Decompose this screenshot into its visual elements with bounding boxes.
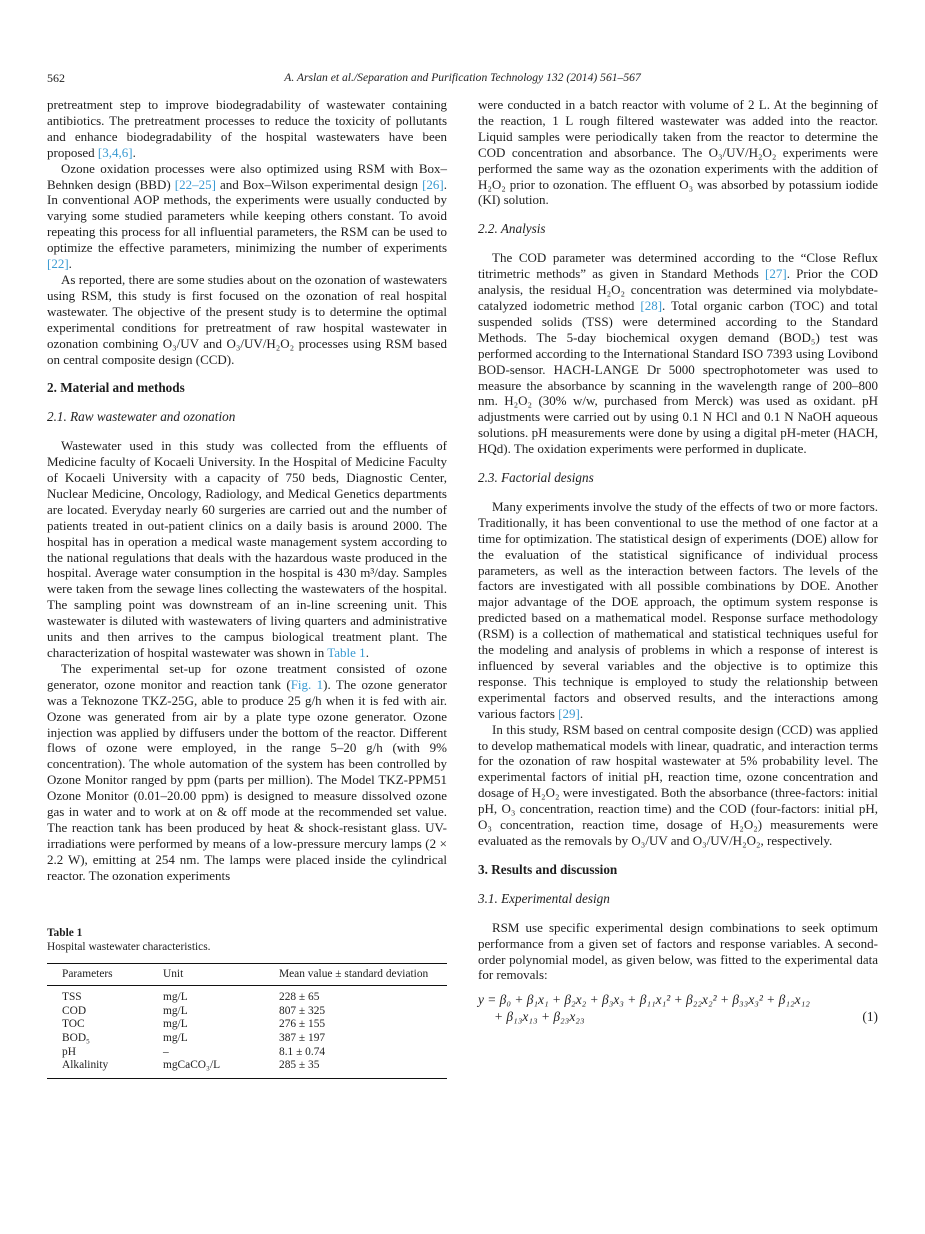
- text-run: ). The ozone generator was a Teknozone TKZ-25G, able to produce 25 g/h when it is fed with air. Ozone was generated from air by a plate type ozone generator. Ozone injection was applied by diffusers under the bottom of the reactor. Different flows of ozone were employed, in the range 5–20 g/h (with 9% concentration). The whole automation of the system has been controlled by Ozone Monitor ranged by ppm (parts per million). The Model TKZ-PPM51 Ozone Monitor (0.01–20.00 ppm) is designed to measure dissolved ozone gas in water and to work at on & off mode at the recommended set value. The reaction tank has been produced by heat & shock-resistant glass. UV-irradiations were performed by means of a low-pressure mercury lamps (2 × 2.2 W), emitting at 254 nm. The lamps were placed inside the cylindrical reactor. The ozonation experiments: [47, 676, 448, 883]
- text-run: RSM use specific experimental design combinations to seek optimum performance from a given set of factors and response variables. A second-order polynomial model, as given below, was fitted to the experimental data for removals:: [478, 919, 878, 983]
- table-row: [47, 1018, 447, 1032]
- section-heading: 2. Material and methods: [47, 380, 185, 396]
- text-run: were conducted in a batch reactor with volume of 2 L. At the beginning of the reaction, 1 L rough filtered wastewater was added into the reactor. Liquid samples were periodically taken from the reactor to determine the COD concentration and absorbance. The O₃/UV/H₂O₂ experiments were performed the same way as the ozonation experiments with the addition of H₂O₂ prior to ozonation. The effluent O₃ was absorbed by potassium iodide (KI) solution.: [478, 97, 878, 208]
- subsection-heading: 2.1. Raw wastewater and ozonation: [47, 409, 236, 425]
- citation-link[interactable]: Table 1: [327, 645, 366, 660]
- left-column: [47, 97, 447, 1079]
- table-cell: 8.1 ± 0.74: [279, 1045, 326, 1058]
- table-1: [47, 926, 447, 1079]
- table-cell: mg/L: [163, 1018, 188, 1031]
- text-run: . Total organic carbon (TOC) and total suspended solids (TSS) were determined according to the Standard Methods. The 5-day biochemical oxygen demand (BOD₅) test was performed according to the International Standard ISO 7393 using Lovibond BOD-sensor. HACH-LANGE Dr 5000 spectrophotometer was used to measure the absorbance by scanning in the wavelength range of 200–800 nm. H₂O₂ (30% w/w, purchased from Merck) was used as oxidant. pH adjustments were carried out by using 0.1 N HCl and 0.1 N NaOH aqueous solutions. pH measurements were done by using a digital pH-meter (HACH, HQd). The oxidation experiments were performed in duplicate.: [478, 297, 878, 457]
- paragraph: [47, 661, 447, 884]
- page-header: [47, 71, 878, 87]
- characteristics-table: [47, 963, 447, 1079]
- text-run: In this study, RSM based on central composite design (CCD) was applied to develop mathematical models with linear, quadratic, and interaction terms for the ozonation of raw hospital wastewater at 5% probability level. The experimental factors of initial pH, reaction time, ozone concentration and dosage of H₂O₂ were investigated. Both the absorbance (three-factors: initial pH, O₃ concentration, reaction time) and the COD (four-factors: initial pH, O₃ concentration, reaction time, dosage of H₂O₂) measurements were evaluated as the removals by O₃/UV and O₃/UV/H₂O₂, respectively.: [478, 721, 878, 848]
- text-run: As reported, there are some studies about on the ozonation of wastewaters using RSM, this study is first focused on the ozonation of real hospital wastewater. The objective of the present study is to determine the optimal experimental conditions for pretreatment of raw hospital wastewater in ozonation combining O₃/UV and O₃/UV/H₂O₂ processes using RSM based on central composite design (CCD).: [47, 271, 447, 367]
- text-run: Many experiments involve the study of the effects of two or more factors. Traditionally, it has been conventional to use the method of one factor at a time for optimization. The statistical design of experiments (DOE) allow for the evaluation of the statistical significance of individual process parameters, as well as the interaction between factors. The levels of the factors are investigated with all possible combinations by DOE. Another major advantage of the DOE approach, the optimum system response is predicted based on a mathematical model. Response surface methodology (RSM) is a collection of mathematical and statistical techniques useful for the modeling and analysis of problems in which a response of interest is influenced by several variables and the objective is to optimize this response. This technique is employed to study the relationship between experimental factors and observed results, and the interactions among various factors: [478, 498, 878, 721]
- citation-link[interactable]: [28]: [640, 297, 663, 313]
- table-cell: mg/L: [163, 1004, 188, 1017]
- text-run: . In conventional AOP methods, the experiments were usually conducted by varying some studied parameters while keeping others constant. To avoid repeating this process for all influential parameters, the RSM can be used to optimize the effective parameters, minimizing the number of experiments: [47, 176, 447, 256]
- text-run: .: [365, 645, 369, 660]
- citation-link[interactable]: [3,4,6]: [97, 144, 133, 160]
- table-row: [47, 1005, 447, 1019]
- column-header: Mean value ± standard deviation: [279, 967, 429, 980]
- table-label: Table 1: [47, 926, 83, 939]
- text-run: and Box–Wilson experimental design: [215, 176, 423, 192]
- subsection-heading: 2.2. Analysis: [478, 221, 546, 237]
- table-cell: pH: [62, 1045, 76, 1058]
- equation-line: y = β₀ + β₁x₁ + β₂x₂ + β₃x₃ + β₁₁x₁² + β₂₂x₂² + β₃₃x₃² + β₁₂x₁₂: [478, 992, 810, 1008]
- table-cell: 807 ± 325: [279, 1004, 326, 1017]
- table-cell: 387 ± 197: [279, 1031, 326, 1044]
- table-cell: BOD₅: [62, 1031, 91, 1044]
- section-heading: 3. Results and discussion: [478, 861, 618, 877]
- subsection-heading: 3.1. Experimental design: [478, 890, 610, 906]
- right-column: [478, 97, 878, 1079]
- paragraph: [47, 438, 447, 661]
- text-run: .: [68, 256, 72, 272]
- table-caption: Hospital wastewater characteristics.: [47, 940, 211, 953]
- page-number: 562: [47, 71, 65, 85]
- table-row: [47, 1046, 447, 1060]
- citation-link[interactable]: [22–25]: [174, 176, 216, 192]
- table-cell: Alkalinity: [62, 1059, 109, 1072]
- table-cell: 285 ± 35: [279, 1059, 320, 1072]
- text-run: pretreatment step to improve biodegradability of wastewater containing antibiotics. The pretreatment processes to reduce the toxicity of pollutants and enhance biodegradability of the hospital wastewaters have been proposed: [47, 97, 447, 160]
- text-run: Ozone oxidation processes were also optimized using RSM with Box–Behnken design (BBD): [47, 160, 447, 192]
- equation-1: [478, 991, 878, 1025]
- table-cell: mg/L: [163, 1031, 188, 1044]
- text-run: The experimental set-up for ozone treatment consisted of ozone generator, ozone monitor and reaction tank (: [47, 660, 447, 692]
- citation-link[interactable]: [26]: [422, 176, 444, 192]
- citation-link[interactable]: Fig. 1: [290, 676, 324, 692]
- table-cell: mgCaCO₃/L: [163, 1059, 221, 1072]
- text-run: .: [132, 144, 136, 160]
- text-run: . Prior the COD analysis, the residual H₂O₂ concentration was determined via molybdate-catalyzed iodometric method: [478, 266, 878, 313]
- citation-link[interactable]: [22]: [47, 256, 69, 272]
- table-cell: TOC: [62, 1018, 85, 1031]
- paragraph: [478, 920, 878, 984]
- column-header: Unit: [163, 967, 184, 980]
- paragraph: [478, 499, 878, 722]
- subsection-heading: 2.3. Factorial designs: [478, 470, 594, 486]
- table-cell: COD: [62, 1004, 87, 1017]
- table-row: [47, 986, 447, 1005]
- paragraph: [47, 161, 447, 272]
- equation-number: (1): [862, 1009, 878, 1025]
- running-title: A. Arslan et al./Separation and Purification Technology 132 (2014) 561–567: [284, 71, 641, 84]
- paragraph: [47, 97, 447, 161]
- paragraph: [47, 272, 447, 367]
- table-cell: 276 ± 155: [279, 1018, 326, 1031]
- table-cell: TSS: [62, 991, 82, 1004]
- table-cell: 228 ± 65: [279, 991, 320, 1004]
- paragraph: [478, 97, 878, 208]
- citation-link[interactable]: [29]: [558, 705, 580, 721]
- equation-terms: + β₁₃x₁₃ + β₂₃x₂₃: [494, 1009, 585, 1025]
- table-cell: mg/L: [163, 991, 188, 1004]
- citation-link[interactable]: [27]: [765, 266, 787, 282]
- table-row: [47, 1032, 447, 1046]
- table-cell: –: [163, 1045, 169, 1058]
- text-run: .: [579, 705, 584, 721]
- table-row: [47, 1059, 447, 1078]
- paragraph: [478, 250, 878, 457]
- paragraph: [478, 722, 878, 849]
- text-run: The COD parameter was determined according to the “Close Reflux titrimetric methods” as given in Standard Methods: [478, 250, 878, 282]
- equation-line: [478, 1008, 878, 1025]
- two-column-body: [47, 97, 878, 1079]
- text-run: Wastewater used in this study was collected from the effluents of Medicine faculty of Kocaeli University. In the Hospital of Medicine Faculty of Kocaeli University with a capacity of 750 beds, Diagnostic Center, Nuclear Medicine, Oncology, Radiology, and Medical Genetics departments are located. Everyday nearly 60 surgeries are carried out and the number of patients treated in out-patient clinics on a daily basis is around 2000. The hospital has in operation a medical waste management system according to the national regulations that deals with the hazardous waste produced in the hospital. Average water consumption in the hospital is 430 m³/day. Samples were taken from the sewage lines collecting the wastewaters of the hospital. The sampling point was downstream of an in-line screening unit. This wastewater is diluted with wastewaters of living quarters and administrative units and then arrives to the campus biological treatment plant. The characterization of hospital wastewater was shown in: [47, 438, 447, 660]
- column-header: Parameters: [62, 967, 113, 980]
